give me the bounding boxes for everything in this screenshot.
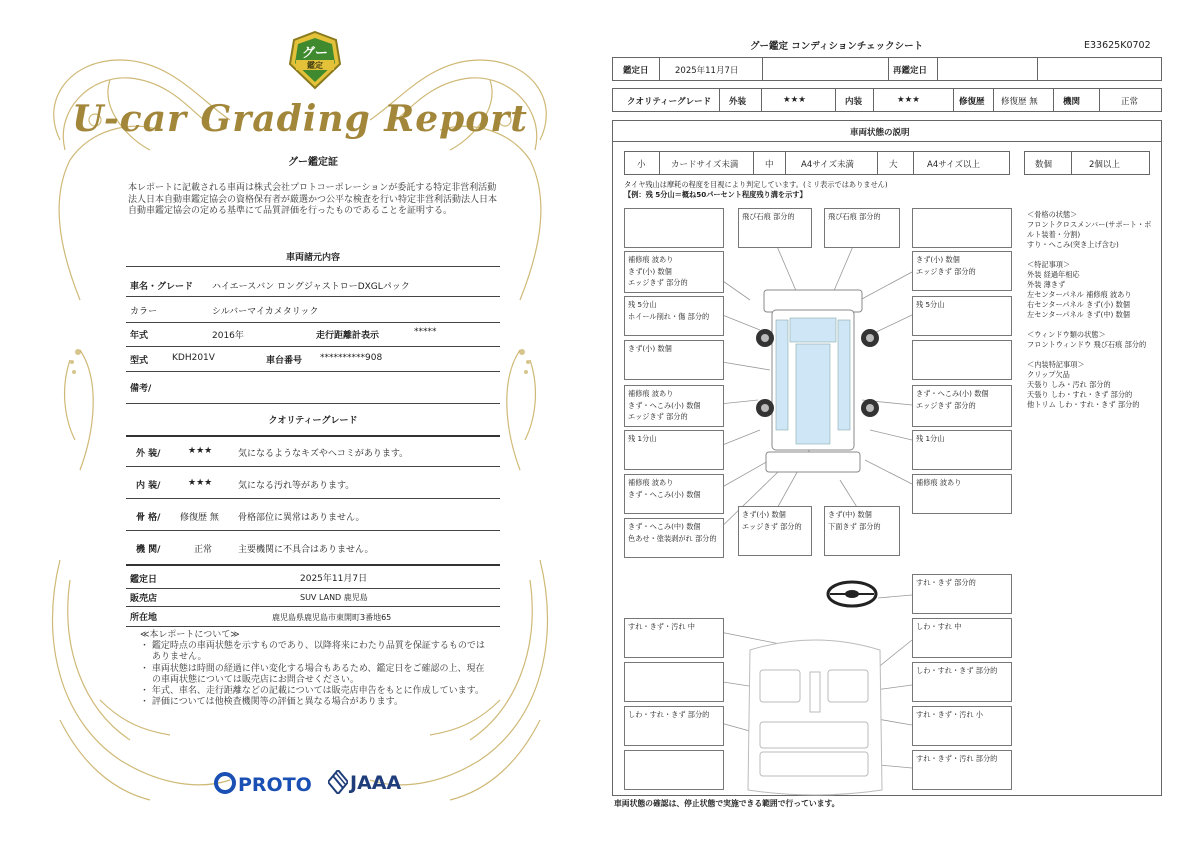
interior-stars: ★★★: [188, 478, 213, 488]
damage-text: 下面きず 部分的: [828, 521, 881, 531]
specs-heading: 車両諸元内容: [285, 253, 340, 263]
note-line: フロントクロスメンバー(サポート・ボ: [1027, 220, 1152, 229]
divider: [126, 403, 500, 404]
note-line: 天張り しみ・汚れ 部分的: [1027, 380, 1111, 389]
note-heading: ＜内装特記事項＞: [1027, 360, 1085, 369]
divider: [126, 266, 500, 267]
certificate-body: 本レポートに記載される車両は株式会社プロトコーポレーションが委託する特定非営利活動法人日本自動車鑑定協会の資格保有者が厳選かつ公平な検査を行い特定非営利活動法人日本自動車鑑定協会の定める基準にて品質評価を行ったものであることを証明する。: [128, 183, 498, 216]
legend-small-desc: カードサイズ未満: [671, 160, 739, 170]
exterior-label: 外 装/: [136, 449, 161, 459]
damage-box: [624, 340, 724, 380]
tire-note-example: 【例：残 5分山＝概ね50パーセント程度残り溝を示す】: [624, 190, 807, 199]
damage-box: [912, 296, 1012, 336]
legend-large: 大: [889, 160, 898, 170]
note-heading: ＜骨格の状態＞: [1027, 210, 1078, 219]
redate-label: 再鑑定日: [893, 66, 928, 76]
damage-text: 飛び石痕 部分的: [742, 212, 795, 221]
interior-notes: [1027, 360, 1151, 410]
int-label: 内装: [845, 97, 863, 107]
damage-text: 飛び石痕 部分的: [828, 212, 881, 221]
address-label: 所在地: [130, 613, 158, 623]
damage-box: [624, 385, 724, 427]
interior-box: [912, 706, 1012, 746]
vehicle-name-value: ハイエースバン ロングジャストローDXGLパック: [212, 282, 410, 292]
divider: [126, 498, 500, 499]
year-label: 年式: [130, 331, 149, 341]
damage-text: 補修痕 波あり: [628, 255, 674, 264]
mileage-value: *****: [414, 327, 437, 337]
damage-box: [824, 208, 900, 248]
damage-text: すれ・きず・汚れ 中: [628, 622, 695, 631]
note-line: 外装 経過年相応: [1027, 270, 1080, 279]
condition-check-sheet: [600, 0, 1200, 848]
logo-subtext: 鑑定: [307, 61, 323, 70]
window-notes: [1027, 330, 1151, 350]
damage-text: すれ・きず・汚れ 小: [916, 710, 983, 719]
sheet-footnote: 車両状態の確認は、停止状態で実施できる範囲で行っています。: [614, 799, 840, 808]
legend-large-desc: A4サイズ以上: [927, 160, 981, 170]
jaaa-mark-icon: [328, 770, 348, 794]
divider: [126, 371, 500, 372]
damage-text: 残 5分山: [916, 300, 945, 309]
chassis-label: 車台番号: [266, 356, 303, 366]
interior-box: [912, 662, 1012, 702]
engine-label: 機 関/: [136, 545, 161, 555]
note-heading: ＜特記事項＞: [1027, 260, 1071, 269]
damage-text: きず(中) 数個: [828, 510, 872, 519]
legend-count-desc: 2個以上: [1089, 160, 1120, 170]
note-line: フロントウィンドウ 飛び石痕 部分的: [1027, 340, 1147, 349]
damage-text: きず(小) 数個: [628, 266, 672, 276]
damage-text: エッジきず 部分的: [628, 412, 688, 421]
damage-text: 色あせ・塗装剥がれ 部分的: [628, 533, 717, 543]
note-line: 他トリム しわ・すれ・きず 部分的: [1027, 400, 1140, 409]
damage-text: 残 1分山: [628, 434, 657, 443]
frame-value: 修復歴 無: [180, 513, 219, 523]
damage-box: [912, 385, 1012, 427]
damage-box: [824, 506, 900, 556]
engine-value: 正常: [1121, 97, 1139, 107]
engine-note: 主要機関に不具合はありません。: [238, 545, 374, 555]
exterior-note: 気になるようなキズやヘコミがあります。: [238, 449, 409, 459]
interior-box: [912, 574, 1012, 614]
legend-small: 小: [637, 160, 646, 170]
damage-text: しわ・すれ・きず 部分的: [916, 666, 998, 675]
note-item: ・ 年式、車名、走行距離などの記載については販売店申告をもとに作成しています。: [140, 686, 484, 697]
damage-text: エッジきず 部分的: [916, 266, 976, 276]
interior-note: 気になる汚れ等があります。: [238, 481, 355, 491]
int-stars: ★★★: [897, 95, 920, 105]
note-item: ・ 鑑定時点の車両状態を示すものであり、以降将来にわたり品質を保証するものではありません。: [140, 641, 485, 663]
note-line: すり・へこみ(突き上げ含む): [1027, 240, 1119, 249]
frame-label: 骨 格/: [136, 513, 161, 523]
damage-text: きず(小) 数個: [916, 255, 960, 264]
proto-logo-text: PROTO: [238, 774, 312, 796]
vehicle-name-label: 車名・グレード: [130, 282, 194, 292]
date-label: 鑑定日: [623, 66, 649, 76]
divider: [126, 588, 500, 589]
divider: [126, 296, 500, 297]
divider: [126, 322, 500, 323]
damage-box: [738, 506, 812, 556]
damage-text: 補修痕 波あり: [916, 478, 962, 487]
damage-box: [912, 430, 1012, 470]
repair-value: 修復歴 無: [1001, 97, 1038, 107]
damage-text: エッジきず 部分的: [628, 278, 688, 287]
color-label: カラー: [130, 307, 158, 317]
interior-box: [624, 662, 724, 702]
divider: [126, 466, 500, 467]
steering-wheel-icon: [828, 582, 876, 606]
damage-text: すれ・きず 部分的: [916, 578, 976, 587]
damage-text: きず(小) 数個: [742, 510, 786, 519]
logo-text: グー: [301, 46, 328, 61]
damage-text: きず(小) 数個: [628, 344, 672, 353]
jaaa-logo-text: JAAA: [350, 772, 402, 794]
damage-text: すれ・きず・汚れ 部分的: [916, 754, 998, 763]
damage-text: エッジきず 部分的: [916, 400, 976, 410]
damage-text: きず・へこみ(小) 数個: [628, 400, 701, 410]
damage-text: 補修痕 波あり: [628, 389, 674, 398]
damage-text: 残 5分山: [628, 300, 657, 309]
script-title: U-car Grading Report: [72, 98, 528, 140]
divider: [126, 564, 500, 566]
damage-text: しわ・すれ・きず 部分的: [628, 710, 710, 719]
note-item: ・ 評価については他検査機関等の評価と異なる場合があります。: [140, 697, 403, 708]
note-line: クリップ欠品: [1027, 370, 1070, 379]
divider: [126, 626, 500, 627]
address-value: 鹿児島県鹿児島市東開町3番地65: [272, 613, 392, 622]
interior-box: [624, 618, 724, 658]
note-line: 外装 薄きず: [1027, 280, 1066, 289]
legend-medium: 中: [765, 160, 774, 170]
special-item-notes: [1027, 260, 1151, 320]
damage-text: ホイール削れ・傷 部分的: [628, 311, 710, 321]
damage-box: [912, 208, 1012, 248]
mileage-label: 走行距離計表示: [316, 331, 380, 341]
grade-label: クオリティーグレード: [627, 97, 712, 107]
damage-text: しわ・すれ 中: [916, 622, 962, 631]
sheet-title: グー鑑定 コンディションチェックシート: [750, 41, 924, 52]
note-line: 左センターパネル きず(中) 数個: [1027, 310, 1130, 319]
engine-value: 正常: [194, 545, 213, 555]
damage-text: きず・へこみ(中) 数個: [628, 522, 701, 531]
special-notes: [1027, 210, 1151, 410]
interior-box: [624, 706, 724, 746]
frame-notes: [1027, 210, 1151, 250]
damage-text: きず・へこみ(小) 数個: [628, 489, 701, 499]
section-title: 車両状態の説明: [850, 128, 910, 138]
note-line: 天張り しわ・すれ・きず 部分的: [1027, 390, 1133, 399]
ext-label: 外装: [729, 97, 747, 107]
damage-box: [624, 518, 724, 558]
ext-stars: ★★★: [783, 95, 806, 105]
certificate-title: グー鑑定証: [288, 157, 338, 168]
note-line: ルト装着・分割): [1027, 230, 1081, 239]
divider: [126, 606, 500, 607]
tire-note-line: タイヤ残山は摩耗の程度を目視により判定しています。(ミリ表示ではありません): [624, 180, 888, 189]
damage-text: 補修痕 波あり: [628, 478, 674, 487]
date-value: 2025年11月7日: [675, 66, 739, 76]
repair-label: 修復歴: [959, 97, 985, 107]
model-label: 型式: [130, 356, 149, 366]
legend-medium-desc: A4サイズ未満: [801, 160, 855, 170]
shop-label: 販売店: [130, 594, 158, 604]
divider: [126, 530, 500, 531]
shop-value: SUV LAND 鹿児島: [300, 593, 368, 602]
interior-box: [624, 750, 724, 790]
interior-box: [912, 750, 1012, 790]
damage-text: きず・へこみ(小) 数個: [916, 389, 989, 398]
note-heading: ＜ウィンドウ類の状態＞: [1027, 330, 1106, 339]
note-line: 右センターパネル きず(小) 数個: [1027, 300, 1130, 309]
damage-box: [624, 251, 724, 293]
interior-box: [912, 618, 1012, 658]
color-value: シルバーマイカメタリック: [212, 307, 319, 317]
divider: [126, 346, 500, 347]
damage-box: [912, 474, 1012, 514]
notes-heading: ≪本レポートについて≫: [140, 630, 240, 640]
interior-label: 内 装/: [136, 481, 161, 491]
legend-count: 数個: [1035, 160, 1053, 170]
damage-box: [624, 474, 724, 514]
year-value: 2016年: [212, 331, 244, 341]
proto-q-icon: [214, 772, 236, 794]
damage-text: 残 1分山: [916, 434, 945, 443]
damage-text: エッジきず 部分的: [742, 521, 802, 531]
chassis-value: **********908: [320, 353, 383, 363]
report-notes: [140, 630, 490, 708]
damage-box: [624, 430, 724, 470]
sheet-code: E33625K0702: [1084, 40, 1151, 51]
frame-note: 骨格部位に異常はありません。: [238, 513, 365, 523]
damage-box: [738, 208, 812, 248]
damage-box: [912, 340, 1012, 380]
damage-box: [624, 208, 724, 248]
proto-logo: [214, 772, 312, 796]
quality-heading: クオリティーグレード: [268, 416, 358, 426]
note-item: ・ 車両状態は時間の経過に伴い変化する場合もあるため、鑑定日をご確認の上、現在の車両状態については販売店にお問合せください。: [140, 663, 485, 685]
divider: [126, 435, 500, 437]
model-value: KDH201V: [172, 353, 215, 363]
exterior-stars: ★★★: [188, 446, 213, 456]
inspection-date-value: 2025年11月7日: [300, 574, 368, 584]
inspection-date-label: 鑑定日: [130, 575, 158, 585]
note-line: 左センターパネル 補修痕 波あり: [1027, 290, 1132, 299]
engine-label: 機関: [1063, 97, 1081, 107]
remarks-label: 備考/: [130, 384, 152, 394]
damage-box: [912, 251, 1012, 291]
damage-box: [624, 296, 724, 336]
